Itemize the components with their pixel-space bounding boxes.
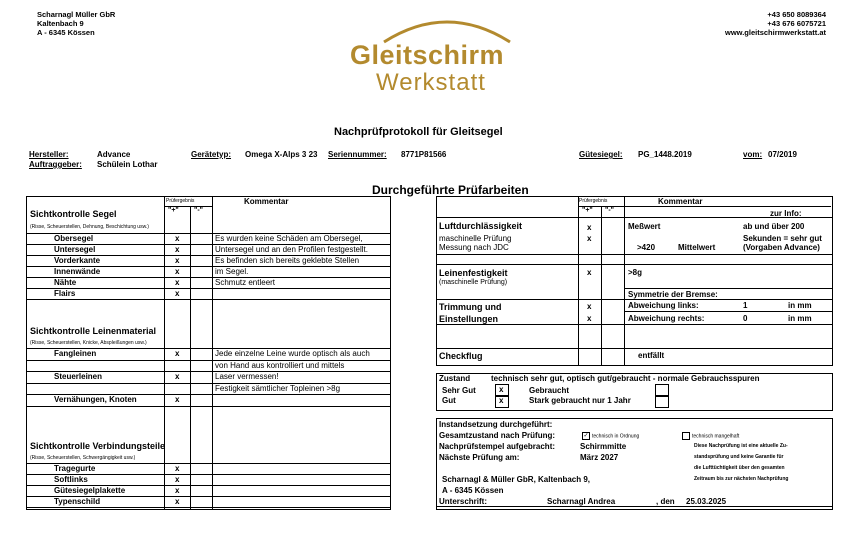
- row-check: x: [175, 395, 180, 404]
- vom-value: 07/2019: [768, 150, 797, 159]
- logo-line2: Werkstatt: [376, 69, 486, 96]
- trim-u2: in mm: [788, 314, 812, 323]
- row-label: Gütesiegelplakette: [54, 486, 126, 495]
- stark-gebraucht-checkbox[interactable]: [655, 395, 669, 408]
- row-label: Untersegel: [54, 245, 96, 254]
- company-name: Scharnagl Müller GbR: [37, 10, 116, 19]
- stempel-value: Schirmmitte: [580, 442, 627, 451]
- auftraggeber-value: Schülein Lothar: [97, 160, 158, 169]
- luft-sek: Sekunden = sehr gut: [743, 234, 822, 243]
- info-label: zur Info:: [770, 209, 802, 218]
- sehr-gut-x: x: [499, 385, 504, 394]
- zustand-label: Zustand: [439, 374, 471, 383]
- row-label: Steuerleinen: [54, 372, 103, 381]
- geraetetyp-value: Omega X-Alps 3 23: [245, 150, 318, 159]
- trim-a1: Abweichung links:: [628, 301, 699, 310]
- row-check: x: [175, 245, 180, 254]
- leinen-sub: (Risse, Scheuerstellen, Knicke, Abspleißungen usw.): [30, 340, 147, 346]
- row-check: x: [175, 289, 180, 298]
- trim-x2: x: [587, 314, 592, 323]
- auftraggeber-label: Auftraggeber:: [29, 160, 82, 169]
- phone-1: +43 650 8089364: [767, 10, 826, 19]
- right-kommentar-header: Kommentar: [658, 197, 703, 206]
- zustand-stark: Stark gebraucht nur 1 Jahr: [529, 396, 631, 405]
- checkflug-label: Checkflug: [439, 351, 483, 361]
- row-check: x: [175, 256, 180, 265]
- luft-title: Luftdurchlässigkeit: [439, 221, 523, 231]
- page-title: Nachprüfprotokoll für Gleitsegel: [334, 126, 503, 138]
- logo-line1: Gleitschirm: [350, 40, 505, 70]
- section-title: Durchgeführte Prüfarbeiten: [372, 183, 529, 197]
- next-label: Nächste Prüfung am:: [439, 453, 520, 462]
- row-divider: [26, 406, 390, 407]
- phone-2: +43 676 6075721: [767, 19, 826, 28]
- leinenfest-title: Leinenfestigkeit: [439, 268, 508, 278]
- verbindung-sub: (Risse, Scheuerstellen, Schwergängigkeit usw.): [30, 455, 136, 461]
- left-pruefergebnis: Prüfergebnis: [166, 198, 195, 204]
- gut-x: x: [499, 396, 504, 405]
- row-comment: Laser vermessen!: [215, 372, 279, 381]
- checkbox-in-ordnung[interactable]: ✓: [583, 433, 589, 439]
- trim-t1: Trimmung und: [439, 302, 502, 312]
- row-divider: [26, 277, 390, 278]
- leinenfest-val: >8g: [628, 268, 643, 277]
- gesamtzustand-label: Gesamtzustand nach Prüfung:: [439, 431, 556, 440]
- left-kommentar-header: Kommentar: [244, 197, 289, 206]
- luft-x1: x: [587, 223, 592, 232]
- company-street: Kaltenbach 9: [37, 19, 84, 28]
- zustand-desc: technisch sehr gut, optisch gut/gebraucht - normale Gebrauchsspuren: [491, 374, 760, 383]
- checkflug-value: entfällt: [638, 351, 665, 360]
- row-label: Vernähungen, Knoten: [54, 395, 137, 404]
- seriennummer-value: 8771P81566: [401, 150, 447, 159]
- row-check: x: [175, 497, 180, 506]
- next-value: März 2027: [580, 453, 619, 462]
- leinenfest-sub: (maschinelle Prüfung): [439, 279, 508, 286]
- row-label: Fangleinen: [54, 349, 97, 358]
- luft-x2: x: [587, 234, 592, 243]
- leinenfest-x: x: [587, 268, 592, 277]
- row-comment: im Segel.: [215, 267, 249, 276]
- luft-val: >420: [637, 243, 656, 252]
- row-comment: von Hand aus kontrolliert und mittels: [215, 360, 345, 370]
- addr-line1: Scharnagl & Müller GbR, Kaltenbach 9,: [442, 475, 591, 484]
- note-line1: Diese Nachprüfung ist eine aktuelle Zu-: [694, 443, 788, 449]
- leinen-title: Sichtkontrolle Leinenmaterial: [30, 326, 157, 336]
- vom-label: vom:: [743, 150, 763, 159]
- row-label: Nähte: [54, 278, 77, 287]
- trim-u1: in mm: [788, 301, 812, 310]
- segel-title: Sichtkontrolle Segel: [30, 209, 117, 219]
- company-city: A - 6345 Kössen: [37, 28, 95, 37]
- row-check: x: [175, 475, 180, 484]
- sig-label: Unterschrift:: [439, 497, 488, 506]
- left-plus-header: "+": [168, 207, 179, 214]
- luft-l1: maschinelle Prüfung: [439, 234, 512, 243]
- row-check: x: [175, 278, 180, 287]
- row-label: Softlinks: [54, 475, 88, 484]
- luft-l2: Messung nach JDC: [439, 243, 509, 252]
- row-check: x: [175, 372, 180, 381]
- zustand-gebraucht: Gebraucht: [529, 386, 570, 395]
- seriennummer-label: Seriennummer:: [328, 150, 387, 159]
- den-label: , den: [656, 497, 675, 506]
- row-comment: Jede einzelne Leine wurde optisch als auch: [215, 349, 370, 358]
- sig-value: Scharnagl Andrea: [547, 497, 616, 506]
- checkbox-mangelhaft[interactable]: [682, 432, 690, 440]
- right-plus-header: "+": [582, 207, 593, 214]
- row-label: Obersegel: [54, 234, 94, 243]
- luft-messwert: Meßwert: [628, 222, 661, 231]
- luft-mittel: Mittelwert: [678, 243, 716, 252]
- date-value: 25.03.2025: [686, 497, 727, 506]
- right-pruefergebnis: Prüfergebnis: [579, 198, 608, 204]
- row-comment: Es wurden keine Schäden am Obersegel,: [215, 234, 363, 243]
- geraetetyp-label: Gerätetyp:: [191, 150, 232, 159]
- note-line3: die Lufttüchtigkeit über den gesamten: [694, 465, 785, 471]
- row-label: Tragegurte: [54, 464, 96, 473]
- zustand-gut: Gut: [442, 396, 456, 405]
- row-label: Vorderkante: [54, 256, 101, 265]
- row-comment: Schmutz entleert: [215, 278, 276, 287]
- guetesiegel-value: PG_1448.2019: [638, 150, 692, 159]
- row-check: x: [175, 464, 180, 473]
- addr-line2: A - 6345 Kössen: [442, 486, 504, 495]
- trim-v1: 1: [743, 301, 748, 310]
- trim-x1: x: [587, 302, 592, 311]
- instand-title: Instandsetzung durchgeführt:: [439, 420, 553, 429]
- trim-v2: 0: [743, 314, 748, 323]
- row-check: x: [175, 267, 180, 276]
- hersteller-label: Hersteller:: [29, 150, 69, 159]
- symmetrie-label: Symmetrie der Bremse:: [628, 290, 718, 299]
- trim-a2: Abweichung rechts:: [628, 314, 705, 323]
- guetesiegel-label: Gütesiegel:: [579, 150, 623, 159]
- opt-mangelhaft[interactable]: [682, 432, 739, 440]
- segel-sub: (Risse, Scheuerstellen, Dehnung, Beschichtung usw.): [30, 224, 149, 230]
- trim-t2: Einstellungen: [439, 314, 499, 324]
- row-divider: [26, 507, 390, 508]
- row-comment: Es befinden sich bereits geklebte Stellen: [215, 256, 360, 265]
- zustand-sehr-gut: Sehr Gut: [442, 386, 476, 395]
- note-line4: Zeitraum bis zur nächsten Nachprüfung: [694, 476, 789, 482]
- row-label: Typenschild: [54, 497, 101, 506]
- stempel-label: Nachprüfstempel aufgebracht:: [439, 442, 556, 451]
- note-line2: standsprüfung und keine Garantie für: [694, 454, 784, 460]
- row-label: Flairs: [54, 289, 76, 298]
- row-comment: Festigkeit sämtlicher Topleinen >8g: [215, 383, 341, 393]
- luft-vorgaben: (Vorgaben Advance): [743, 243, 820, 252]
- row-divider: [26, 288, 390, 289]
- opt-mangelhaft-label: technisch mangelhaft: [692, 433, 740, 440]
- row-check: x: [175, 234, 180, 243]
- row-comment: Untersegel und an den Profilen festgestellt.: [215, 245, 368, 254]
- website: www.gleitschirmwerkstatt.at: [724, 28, 826, 37]
- opt-in-ordnung[interactable]: [582, 432, 639, 440]
- opt-in-ordnung-label: technisch in Ordnung: [592, 433, 640, 440]
- luft-range: ab und über 200: [743, 222, 805, 231]
- right-minus-header: "-": [605, 207, 614, 214]
- row-divider: [26, 299, 390, 300]
- left-minus-header: "-": [194, 207, 203, 214]
- row-label: Innenwände: [54, 267, 101, 276]
- verbindung-title: Sichtkontrolle Verbindungsteile: [30, 441, 166, 451]
- row-check: x: [175, 486, 180, 495]
- row-check: x: [175, 349, 180, 358]
- hersteller-value: Advance: [97, 150, 131, 159]
